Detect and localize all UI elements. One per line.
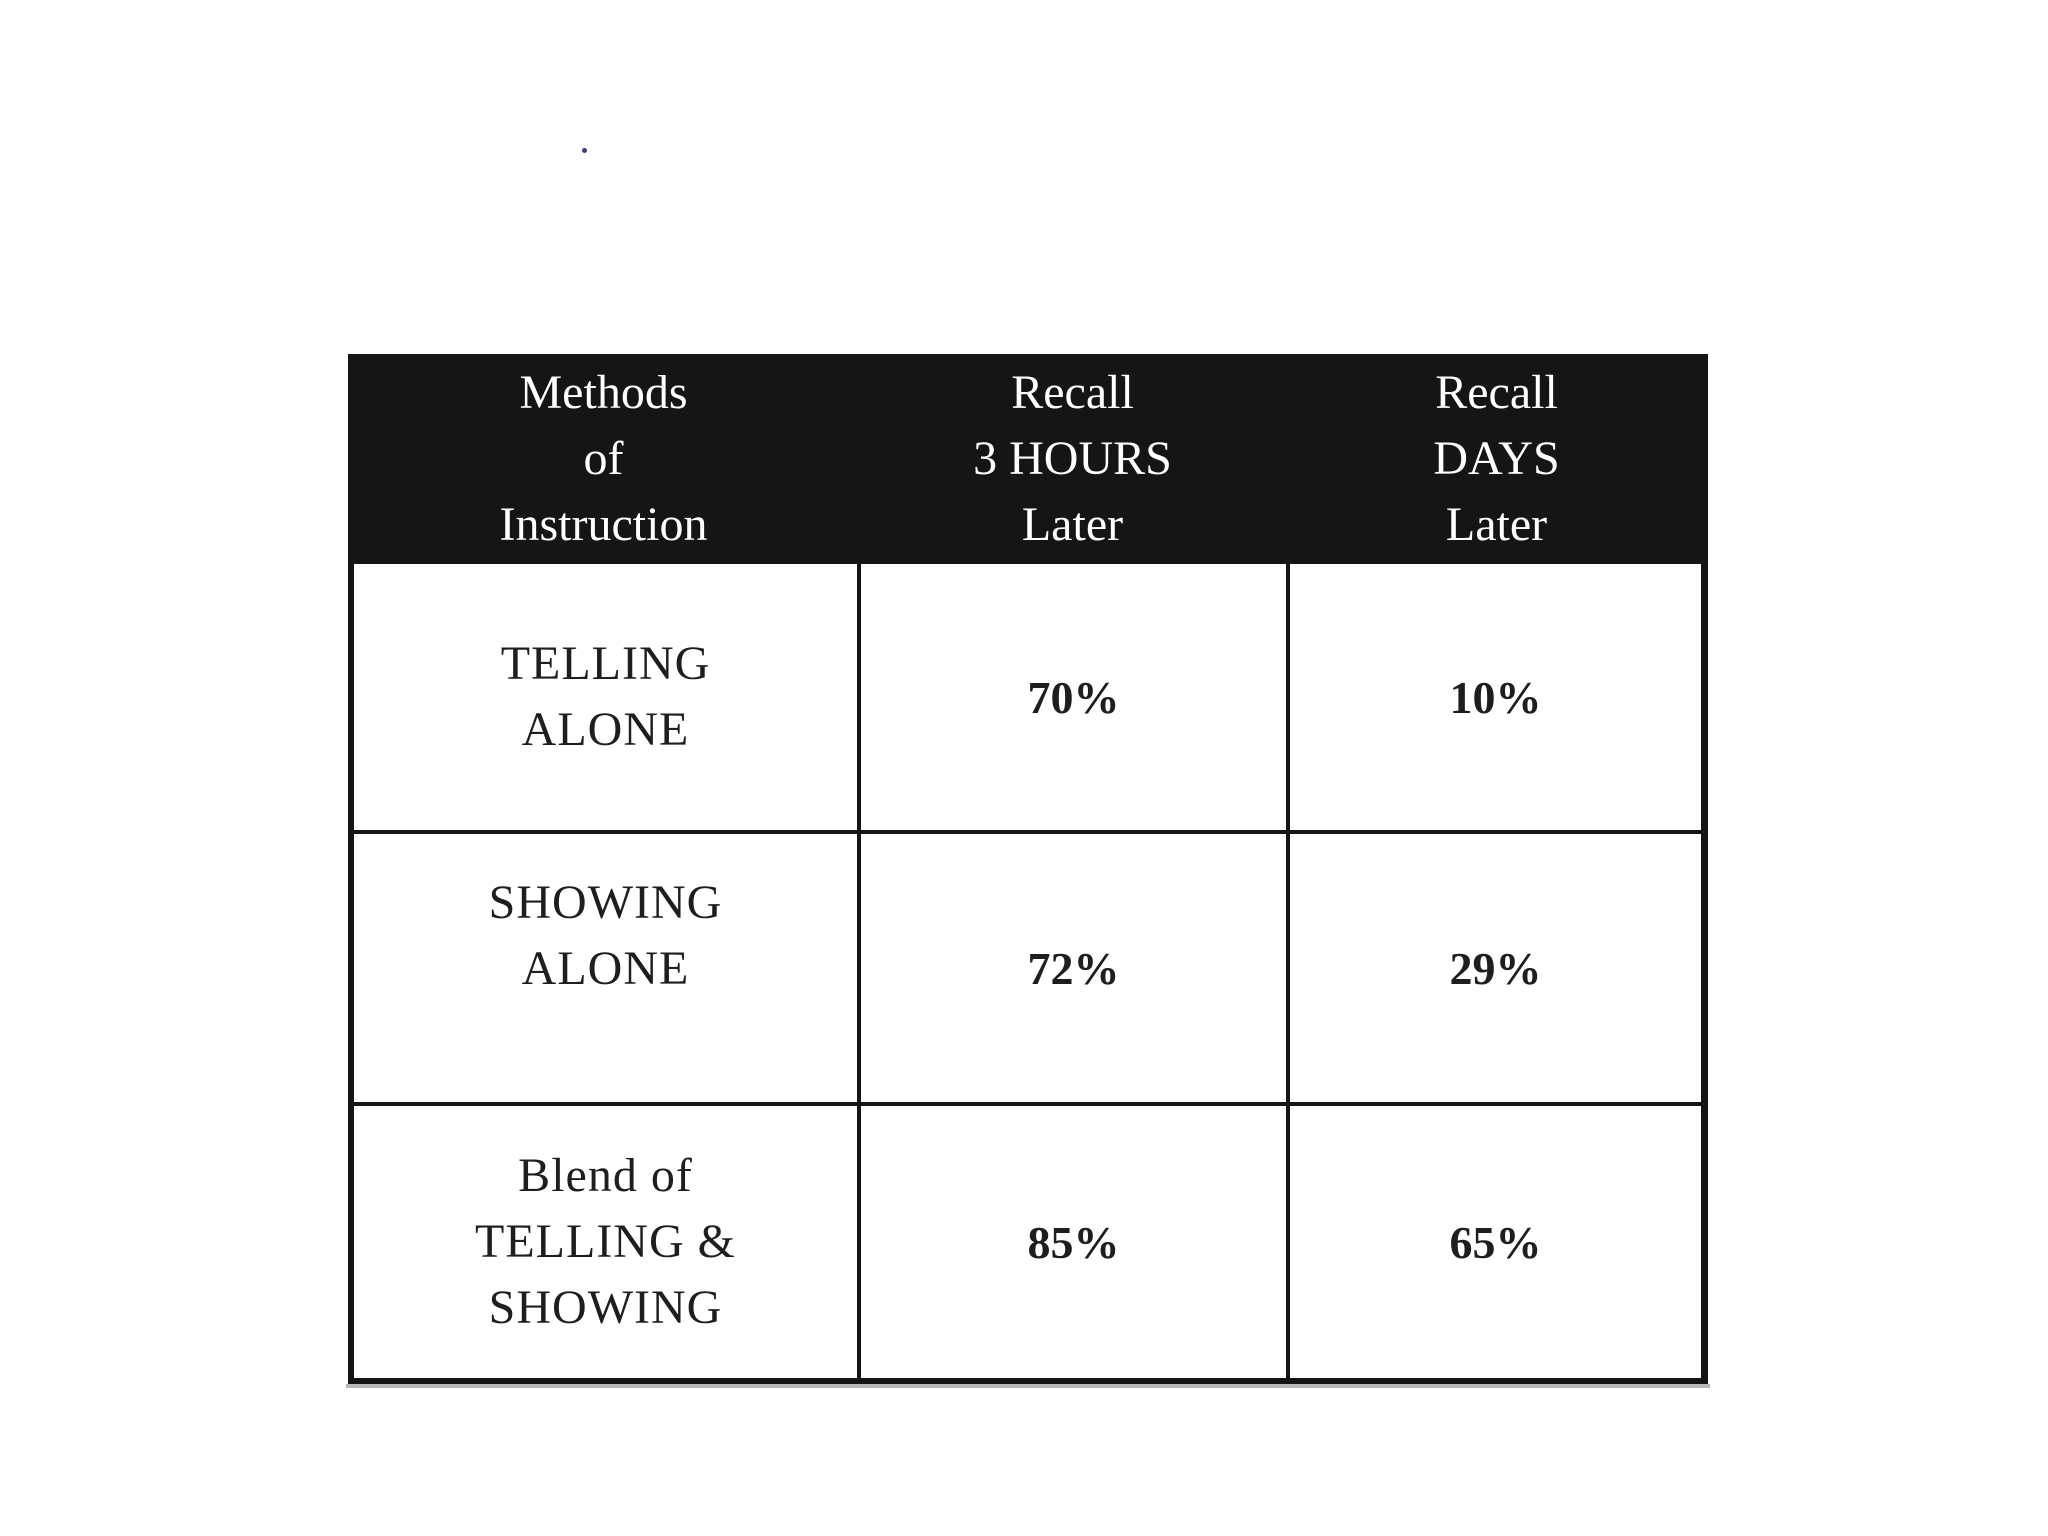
table-bottom-edge <box>346 1384 1710 1388</box>
table-row-3-method <box>354 1106 857 1378</box>
method-text-line: Blend of <box>518 1149 693 1202</box>
header-text-line: of <box>583 432 624 485</box>
table-row-1-recall-days: 10% <box>1290 564 1701 830</box>
stray-dot-mark <box>582 148 587 153</box>
header-text-line: Methods <box>519 366 688 419</box>
table-row-2-recall-days: 29% <box>1290 834 1701 1102</box>
header-recall-3-hours-later <box>859 354 1286 564</box>
header-recall-days-later <box>1290 354 1703 564</box>
method-text-line: TELLING <box>500 637 711 690</box>
recall-table <box>348 354 1708 1384</box>
table-row-1-recall-3-hours: 70% <box>861 564 1286 830</box>
table-row-2-recall-3-hours: 72% <box>861 834 1286 1102</box>
method-text-line: TELLING & <box>475 1215 736 1268</box>
header-text-line: Instruction <box>499 498 708 551</box>
table-row-3-recall-3-hours: 85% <box>861 1106 1286 1378</box>
header-methods-of-instruction <box>352 354 855 564</box>
header-text-line: DAYS <box>1433 432 1560 485</box>
table-row-3-recall-days: 65% <box>1290 1106 1701 1378</box>
method-text-line: ALONE <box>521 942 690 995</box>
header-text-line: Later <box>1021 498 1124 551</box>
method-text-line: ALONE <box>521 703 690 756</box>
table-row-2-method <box>354 834 857 1102</box>
method-text-line: SHOWING <box>488 1281 723 1334</box>
header-text-line: Later <box>1445 498 1548 551</box>
header-text-line: Recall <box>1435 366 1558 419</box>
table-row-1-method <box>354 564 857 830</box>
header-text-line: Recall <box>1011 366 1134 419</box>
header-text-line: 3 HOURS <box>973 432 1172 485</box>
table-header-row <box>348 354 1708 564</box>
method-text-line: SHOWING <box>488 876 723 929</box>
